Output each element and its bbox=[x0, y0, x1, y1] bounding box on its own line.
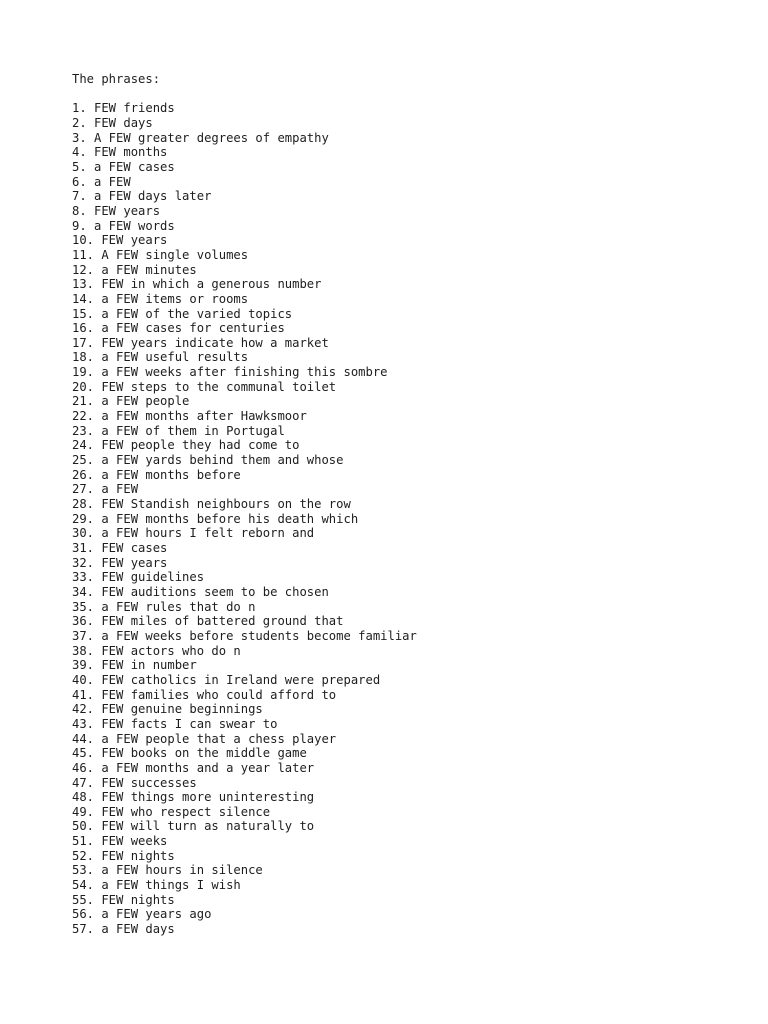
phrase-item: 4. FEW months bbox=[72, 145, 168, 160]
phrase-item: 32. FEW years bbox=[72, 555, 168, 570]
phrase-list bbox=[72, 101, 732, 936]
phrase-item: 18. a FEW useful results bbox=[72, 350, 249, 365]
phrase-item: 56. a FEW years ago bbox=[72, 907, 212, 922]
phrase-item: 21. a FEW people bbox=[72, 394, 190, 409]
phrase-item: 26. a FEW months before bbox=[72, 467, 241, 482]
phrase-item: 14. a FEW items or rooms bbox=[72, 291, 249, 306]
phrase-item: 38. FEW actors who do n bbox=[72, 643, 241, 658]
phrase-item: 46. a FEW months and a year later bbox=[72, 760, 315, 775]
phrase-item: 48. FEW things more uninteresting bbox=[72, 790, 315, 805]
phrase-item: 39. FEW in number bbox=[72, 658, 197, 673]
phrase-item: 9. a FEW words bbox=[72, 218, 175, 233]
phrase-item: 54. a FEW things I wish bbox=[72, 878, 241, 893]
phrase-item: 10. FEW years bbox=[72, 233, 168, 248]
phrase-item: 2. FEW days bbox=[72, 115, 153, 130]
phrase-item: 52. FEW nights bbox=[72, 848, 175, 863]
phrase-item: 57. a FEW days bbox=[72, 922, 175, 937]
phrase-item: 37. a FEW weeks before students become familiar bbox=[72, 628, 417, 643]
phrase-item: 31. FEW cases bbox=[72, 541, 168, 555]
phrase-item: 35. a FEW rules that do n bbox=[72, 599, 256, 614]
phrase-item: 16. a FEW cases for centuries bbox=[72, 321, 285, 336]
document-page bbox=[72, 72, 732, 937]
phrase-item: 15. a FEW of the varied topics bbox=[72, 306, 293, 321]
phrase-item: 30. a FEW hours I felt reborn and bbox=[72, 526, 315, 541]
phrase-item: 53. a FEW hours in silence bbox=[72, 863, 263, 878]
phrase-item: 45. FEW books on the middle game bbox=[72, 746, 307, 761]
phrase-item: 3. A FEW greater degrees of empathy bbox=[72, 130, 329, 145]
phrase-item: 51. FEW weeks bbox=[72, 834, 168, 849]
phrase-item: 6. a FEW bbox=[72, 174, 131, 189]
phrase-item: 43. FEW facts I can swear to bbox=[72, 716, 278, 731]
phrase-item: 47. FEW successes bbox=[72, 775, 197, 790]
phrase-item: 8. FEW years bbox=[72, 203, 161, 218]
phrase-item: 50. FEW will turn as naturally to bbox=[72, 819, 315, 834]
phrase-item: 29. a FEW months before his death which bbox=[72, 511, 359, 526]
phrase-item: 34. FEW auditions seem to be chosen bbox=[72, 584, 329, 599]
phrase-item: 33. FEW guidelines bbox=[72, 570, 205, 585]
phrase-item: 27. a FEW bbox=[72, 482, 139, 497]
phrase-item: 41. FEW families who could afford to bbox=[72, 687, 337, 702]
phrase-item: 22. a FEW months after Hawksmoor bbox=[72, 409, 307, 424]
phrase-item: 7. a FEW days later bbox=[72, 189, 212, 204]
phrase-item: 40. FEW catholics in Ireland were prepared bbox=[72, 672, 381, 687]
document-heading: The phrases: bbox=[72, 72, 161, 86]
phrase-item: 17. FEW years indicate how a market bbox=[72, 335, 329, 350]
phrase-item: 20. FEW steps to the communal toilet bbox=[72, 379, 337, 394]
phrase-item: 12. a FEW minutes bbox=[72, 262, 197, 277]
phrase-item: 28. FEW Standish neighbours on the row bbox=[72, 497, 351, 512]
phrase-item: 5. a FEW cases bbox=[72, 159, 175, 174]
phrase-item: 13. FEW in which a generous number bbox=[72, 277, 322, 292]
phrase-item: 49. FEW who respect silence bbox=[72, 804, 271, 819]
phrase-item: 55. FEW nights bbox=[72, 892, 175, 907]
phrase-item: 23. a FEW of them in Portugal bbox=[72, 423, 285, 438]
phrase-item: 24. FEW people they had come to bbox=[72, 438, 300, 453]
phrase-item: 44. a FEW people that a chess player bbox=[72, 731, 337, 746]
blank-line bbox=[72, 87, 732, 102]
phrase-item: 25. a FEW yards behind them and whose bbox=[72, 453, 344, 468]
phrase-item: 1. FEW friends bbox=[72, 101, 175, 116]
phrase-item: 19. a FEW weeks after finishing this sombre bbox=[72, 365, 388, 380]
phrase-item: 11. A FEW single volumes bbox=[72, 247, 249, 262]
phrase-item: 42. FEW genuine beginnings bbox=[72, 702, 263, 717]
phrase-item: 36. FEW miles of battered ground that bbox=[72, 614, 344, 629]
